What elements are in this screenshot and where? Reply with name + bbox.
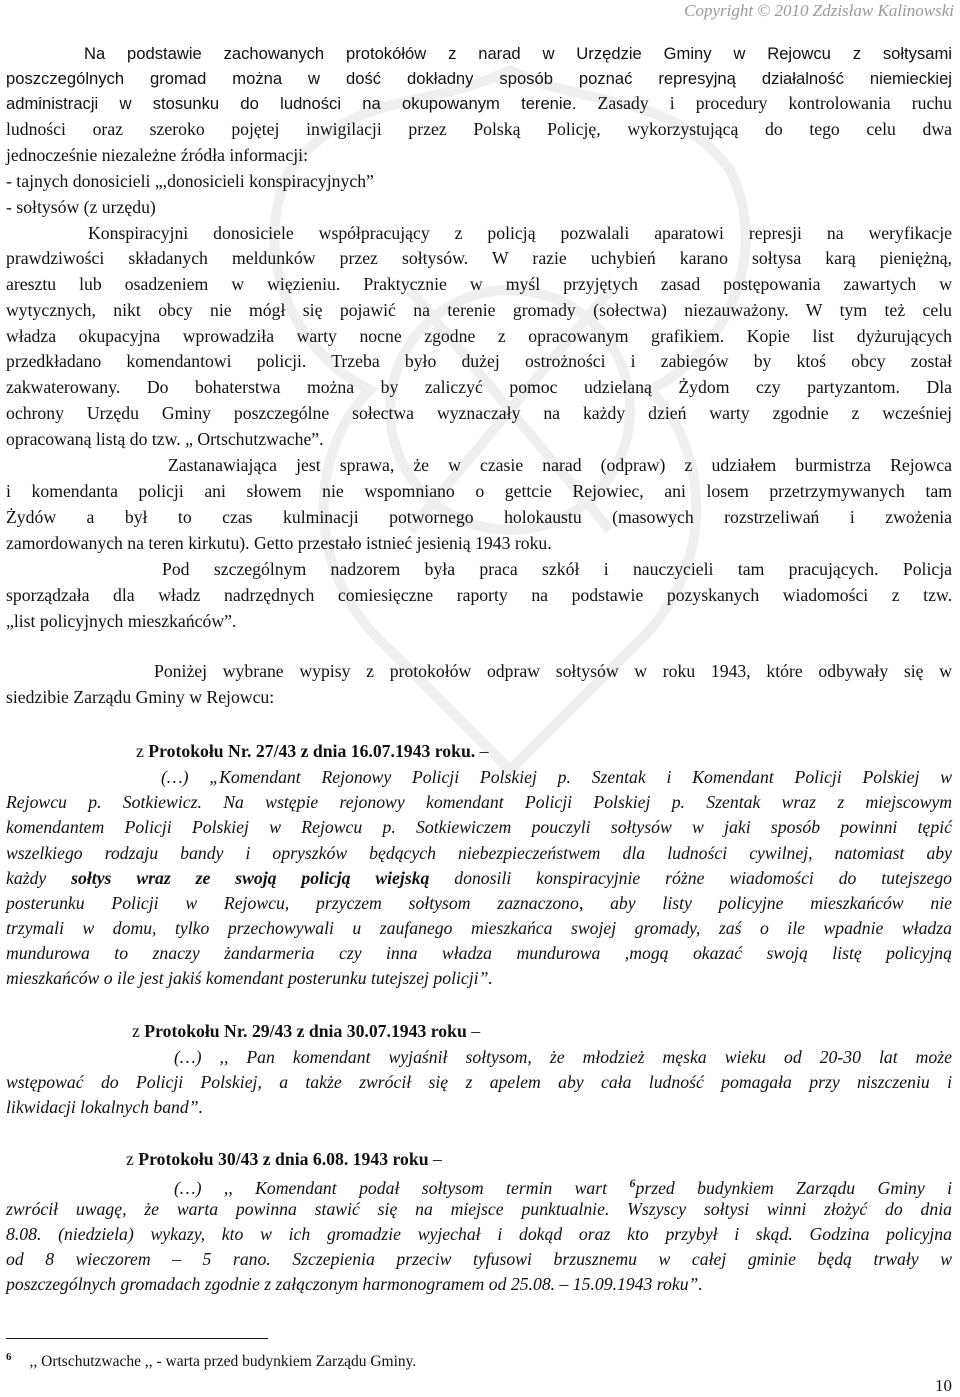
text-segment: Dla	[926, 377, 953, 397]
protocol-dash: –	[428, 1149, 442, 1169]
quote-line: wstępować do Policji Polskiej, a także zwrócił się z apelem aby cała ludność pomagała przy niszczeniu i	[6, 1072, 952, 1092]
text-line: „list policyjnych mieszkańców”.	[6, 611, 237, 631]
text-segment: każdy	[6, 868, 72, 888]
text-segment: aresztu lub osadzeniem w więzieniu.	[6, 274, 341, 294]
protocol-title: Protokołu Nr. 27/43 z dnia 16.07.1943 roku.	[148, 741, 476, 761]
text-line: Żydów a był to czas kulminacji potwornego holokaustu (masowych rozstrzeliwań i zwożenia	[6, 507, 952, 527]
protocol-prefix: z	[136, 741, 149, 761]
quote-line: posterunku Policji w Rejowcu, przyczem sołtysom zaznaczono, aby listy policyjne mieszkańców nie	[6, 893, 952, 913]
quote-line: trzymali w domu, tylko przechowywali u zaufanego mieszkańca swojej gromady, zaś o ile wpadnie władza	[6, 918, 952, 938]
protocol-dash: –	[466, 1021, 481, 1041]
page-number: 10	[935, 1376, 952, 1395]
text-line: opracowaną listą do tzw. „ Ortschutzwache”.	[6, 429, 324, 449]
text-segment: donosili konspiracyjnie różne wiadomości do tutejszego	[429, 868, 953, 888]
text-line: Na podstawie zachowanych protokółów z narad w Urzędzie Gminy w Rejowcu z sołtysami	[84, 44, 952, 63]
quote-line: likwidacji lokalnych band”.	[6, 1097, 203, 1117]
text-line: i komendanta policji ani słowem nie wspomniano o gettcie Rejowiec, ani losem przetrzymywanych tam	[6, 481, 952, 501]
text-line	[6, 299, 952, 321]
text-line: ludności oraz szeroko pojętej inwigilacji przez Polską Policję, wykorzystującą do tego celu dwa	[6, 119, 952, 139]
text-segment: Praktycznie w myśl przyjętych zasad postępowania zawartych w	[363, 274, 953, 294]
text-line: sporządzała dla władz nadrzędnych comiesięczne raporty na podstawie pozyskanych wiadomości z tzw.	[6, 585, 952, 605]
protocol-prefix: z	[126, 1149, 139, 1169]
footnote-reference[interactable]: 6	[629, 1176, 636, 1190]
quote-line: komendantem Policji Polskiej w Rejowcu p. Sotkiewiczem pouczyli sołtysów w jaki sposób powinni tępić	[6, 817, 952, 837]
quote-line	[6, 1172, 952, 1199]
text-segment: przedkładano komendantowi policji.	[6, 351, 307, 371]
protocol-heading	[6, 1148, 960, 1170]
protocol-heading	[6, 740, 960, 762]
quote-line: od 8 wieczorem – 5 rano. Szczepienia przeciw tyfusowi brzusznemu w całej gminie będą trwały w	[6, 1249, 952, 1269]
text-line: jednocześnie niezależne źródła informacji:	[6, 145, 309, 165]
text-line: Konspiracyjni donosiciele współpracujący z policją pozwalali aparatowi represji na weryfikacje	[88, 223, 952, 243]
text-line	[6, 92, 952, 115]
text-line: Pod szczególnym nadzorem była praca szkół i nauczycieli tam pracujących. Policja	[162, 559, 952, 579]
text-segment: (…) ,, Komendant podał sołtysom termin wart	[174, 1177, 630, 1198]
quote-line: (…) „Komendant Rejonowy Policji Polskiej p. Szentak i Komendant Policji Polskiej w	[161, 767, 952, 787]
quote-line: wszelkiego rodzaju bandy i opryszków będących niebezpieczeństwem dla ludności cywilnej, natomiast aby	[6, 843, 952, 863]
footnote-text: ,, Ortschutzwache ,, - warta przed budynkiem Zarządu Gminy.	[29, 1353, 417, 1371]
text-segment: Trzeba było dużej ostrożności i zabiegów by ktoś obcy został	[331, 351, 953, 371]
quote-line	[6, 867, 952, 889]
text-segment: W tym też celu	[805, 300, 952, 320]
quote-line: poszczególnych gromadach zgodnie z załączonym harmonogramem od 25.08. – 15.09.1943 roku”.	[6, 1274, 703, 1294]
text-line	[6, 325, 952, 347]
copyright-notice: Copyright © 2010 Zdzisław Kalinowski	[684, 1, 954, 20]
protocol-title: Protokołu Nr. 29/43 z dnia 30.07.1943 roku	[144, 1021, 467, 1041]
emphasis-text: sołtys wraz ze swoją policją wiejską	[71, 868, 430, 888]
text-line: zamordowanych na teren kirkutu). Getto przestało istnieć jesienią 1943 roku.	[6, 533, 552, 553]
text-segment: administracji w stosunku do ludności na okupowanym terenie.	[6, 94, 577, 113]
text-segment: Kopie list dyżurujących	[746, 326, 952, 346]
quote-line: mundurowa to znaczy żandarmeria czy inna władza mundurowa ,mogą okazać swoją listę policyjną	[6, 943, 952, 963]
text-line	[6, 376, 952, 398]
quote-line: Rejowcu p. Sotkiewicz. Na wstępie rejonowy komendant Policji Polskiej p. Szentak wraz z miejscowym	[6, 792, 952, 812]
quote-line: mieszkańców o ile jest jakiś komendant posterunku tutejszej policji”.	[6, 968, 493, 988]
text-line: - sołtysów (z urzędu)	[6, 197, 156, 217]
text-segment: zakwaterowany.	[6, 377, 121, 397]
quote-line: 8.08. (niedziela) wykazy, kto w ich gromadzie wyjechał i dokąd oraz kto przybył i skąd. Godzina policyjna	[6, 1224, 952, 1244]
text-line: Zastanawiająca jest sprawa, że w czasie narad (odpraw) z udziałem burmistrza Rejowca	[168, 455, 952, 475]
protocol-heading	[6, 1020, 960, 1042]
text-segment: Zasady i procedury kontrolowania ruchu	[597, 93, 952, 113]
text-line: Poniżej wybrane wypisy z protokołów odpraw sołtysów w roku 1943, które odbywały się w	[154, 661, 952, 681]
quote-line: (…) ,, Pan komendant wyjaśnił sołtysom, że młodzież męska wieku od 20-30 lat może	[174, 1047, 952, 1067]
text-segment: Do bohaterstwa można by zaliczyć pomoc udzielaną Żydom czy partyzantom.	[146, 377, 900, 397]
text-segment: wytycznych, nikt obcy nie mógł się pojawić na terenie gromady (sołectwa) niezauważony.	[6, 300, 789, 320]
text-segment: przed budynkiem Zarządu Gminy i	[635, 1177, 953, 1198]
text-line	[6, 247, 952, 269]
text-segment: władza okupacyjna wprowadziła warty nocne zgodne z opracowanym grafikiem.	[6, 326, 725, 346]
text-segment: prawdziwości składanych meldunków przez sołtysów.	[6, 248, 469, 268]
text-line: ochrony Urzędu Gminy poszczególne sołectwa wyznaczały na każdy dzień warty zgodnie z wcześniej	[6, 403, 952, 423]
text-segment: W razie uchybień karano sołtysa karą pieniężną,	[491, 248, 952, 268]
text-line: - tajnych donosicieli „,donosicieli konspiracyjnych”	[6, 171, 374, 191]
text-line	[6, 350, 952, 372]
footnote-separator	[6, 1338, 268, 1339]
quote-line: zwrócił uwagę, że warta powinna stawić się na miejsce punktualnie. Wszyscy sołtysi winni złożyć do dnia	[6, 1199, 952, 1219]
protocol-dash: –	[475, 741, 489, 761]
footnote-number: 6	[6, 1351, 12, 1363]
protocol-title: Protokołu 30/43 z dnia 6.08. 1943 roku	[138, 1149, 429, 1169]
protocol-prefix: z	[132, 1021, 145, 1041]
footnote	[6, 1351, 416, 1371]
text-line	[6, 273, 952, 295]
text-line: siedzibie Zarządu Gminy w Rejowcu:	[6, 687, 275, 707]
text-line: poszczególnych gromad można w dość dokładny sposób poznać represyjną działalność niemieckiej	[6, 69, 952, 88]
